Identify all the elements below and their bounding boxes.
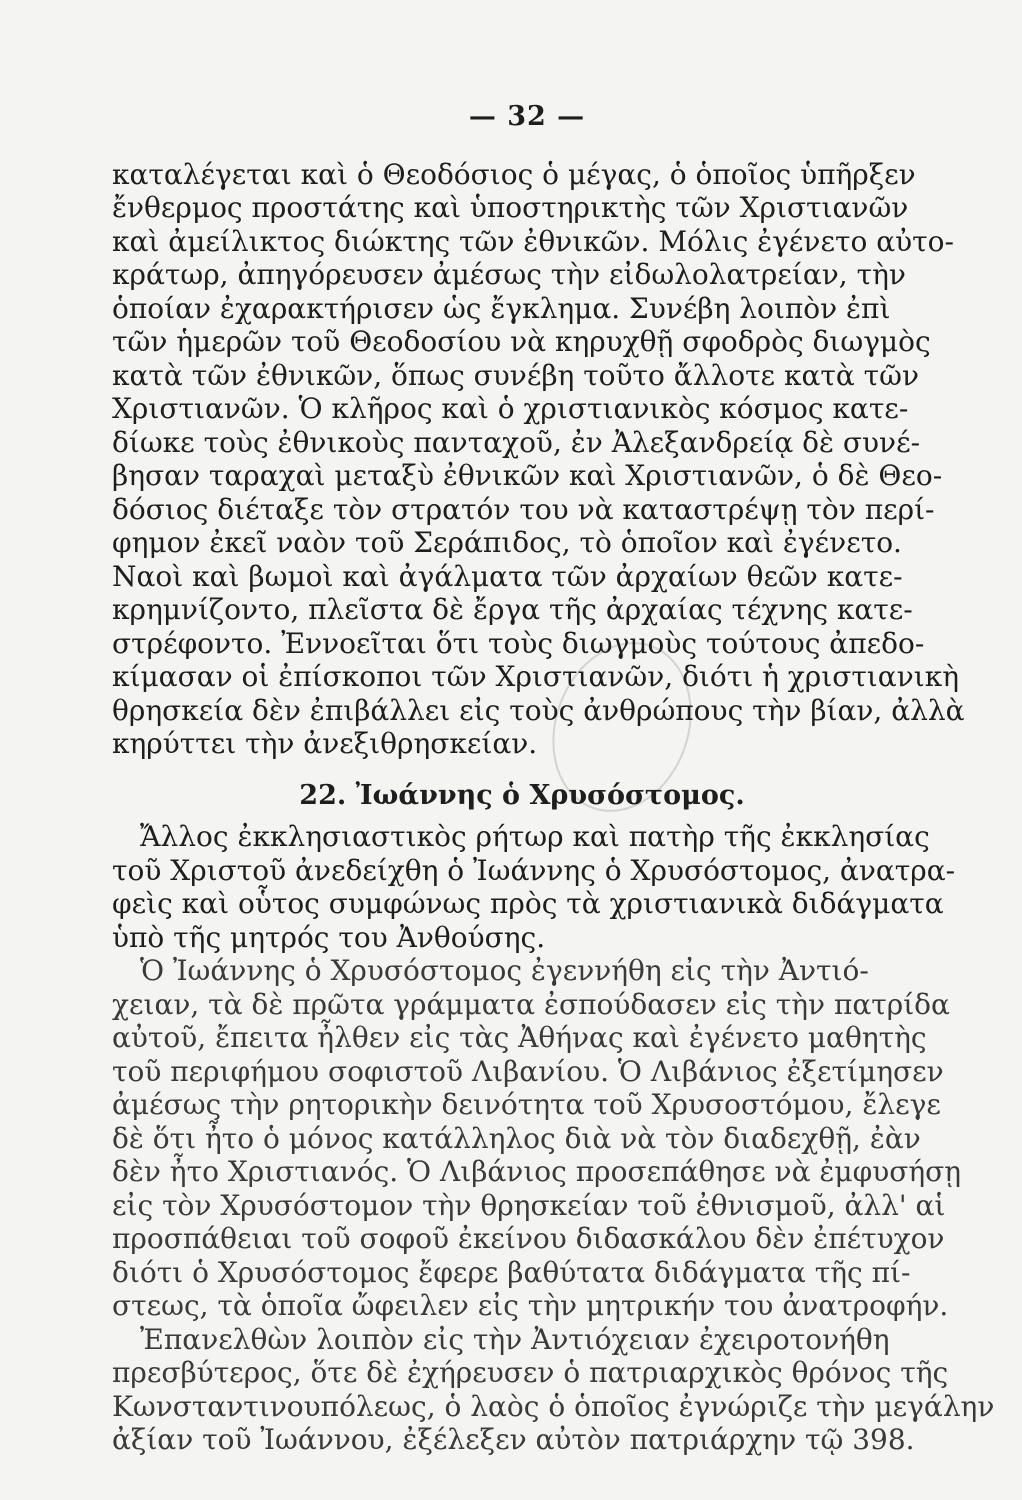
text-line: δίωκε τοὺς ἐθνικοὺς πανταχοῦ, ἐν Ἀλεξανδρείᾳ δὲ συνέ-: [112, 425, 921, 459]
text-line: Κωνσταντινουπόλεως, ὁ λαὸς ὁ ὁποῖος ἐγνώριζε τὴν μεγάλην: [112, 1389, 995, 1423]
text-line: ὁποίαν ἐχαρακτήρισεν ὡς ἔγκλημα. Συνέβη λοιπὸν ἐπὶ: [112, 291, 891, 325]
paragraph-chrysostom-patriarch: [112, 1322, 995, 1457]
text-line: κηρύττει τὴν ἀνεξιθρησκείαν.: [112, 727, 538, 760]
text-line: δὲ ὅτι ἦτο ὁ μόνος κατάλληλος διὰ νὰ τὸν διαδεχθῇ, ἐὰν: [112, 1121, 921, 1155]
text-line: ἀμέσως τὴν ρητορικὴν δεινότητα τοῦ Χρυσοστόμου, ἔλεγε: [112, 1088, 941, 1121]
text-line: δόσιος διέταξε τὸν στρατόν του νὰ καταστρέψῃ τὸν περί-: [112, 492, 935, 526]
text-line: φεὶς καὶ οὗτος συμφώνως πρὸς τὰ χριστιανικὰ διδάγματα: [112, 887, 944, 920]
text-line: διότι ὁ Χρυσόστομος ἔφερε βαθύτατα διδάγματα τῆς πί-: [112, 1255, 911, 1289]
text-line: ἀξίαν τοῦ Ἰωάννου, ἐξέλεξεν αὐτὸν πατριάρχην τῷ 398.: [112, 1423, 915, 1456]
text-line: ἔνθερμος προστάτης καὶ ὑποστηρικτὴς τῶν Χριστιανῶν: [112, 191, 909, 224]
text-line: Ὁ Ἰωάννης ὁ Χρυσόστομος ἐγεννήθη εἰς τὴν Ἀντιό-: [140, 954, 869, 987]
text-line: τοῦ Χριστοῦ ἀνεδείχθη ὁ Ἰωάννης ὁ Χρυσόστομος, ἀνατρα-: [112, 853, 956, 887]
text-line: Ἐπανελθὼν λοιπὸν εἰς τὴν Ἀντιόχειαν ἐχειροτονήθη: [140, 1322, 890, 1356]
text-line: προσπάθειαι τοῦ σοφοῦ ἐκείνου διδασκάλου δὲν ἐπέτυχον: [112, 1222, 945, 1255]
text-line: στρέφοντο. Ἐννοεῖται ὅτι τοὺς διωγμοὺς τούτους ἀπεδο-: [112, 626, 925, 660]
page-number: — 32 —: [468, 101, 586, 132]
paragraph-theodosius: [112, 157, 965, 761]
text-line: τῶν ἡμερῶν τοῦ Θεοδοσίου νὰ κηρυχθῇ σφοδρὸς διωγμὸς: [112, 325, 931, 358]
paragraph-chrysostom-education: [112, 954, 962, 1323]
page-text: [112, 100, 995, 1457]
text-line: εἰς τὸν Χρυσόστομον τὴν θρησκείαν τοῦ ἐθνισμοῦ, ἀλλ' αἱ: [112, 1188, 946, 1222]
text-line: τοῦ περιφήμου σοφιστοῦ Λιβανίου. Ὁ Λιβάνιος ἐξετίμησεν: [112, 1054, 944, 1088]
text-line: βησαν ταραχαὶ μεταξὺ ἐθνικῶν καὶ Χριστιανῶν, ὁ δὲ Θεο-: [112, 459, 943, 492]
text-line: Ναοὶ καὶ βωμοὶ καὶ ἀγάλματα τῶν ἀρχαίων θεῶν κατε-: [112, 559, 903, 593]
section-heading: 22. Ἰωάννης ὁ Χρυσόστομος.: [299, 779, 745, 811]
text-line: αὐτοῦ, ἔπειτα ἦλθεν εἰς τὰς Ἀθήνας καὶ ἐγένετο μαθητὴς: [112, 1021, 927, 1054]
text-line: στεως, τὰ ὁποῖα ὤφειλεν εἰς τὴν μητρικήν του ἀνατροφήν.: [112, 1289, 949, 1322]
text-line: χειαν, τὰ δὲ πρῶτα γράμματα ἐσπούδασεν εἰς τὴν πατρίδα: [112, 987, 950, 1021]
text-line: Ἄλλος ἐκκλησιαστικὸς ρήτωρ καὶ πατὴρ τῆς ἐκκλησίας: [140, 820, 930, 853]
text-line: Χριστιανῶν. Ὁ κλῆρος καὶ ὁ χριστιανικὸς κόσμος κατε-: [112, 392, 909, 425]
text-line: κράτωρ, ἀπηγόρευσεν ἀμέσως τὴν εἰδωλολατρείαν, τὴν: [112, 258, 906, 291]
text-line: φημον ἐκεῖ ναὸν τοῦ Σεράπιδος, τὸ ὁποῖον καὶ ἐγένετο.: [112, 526, 902, 559]
paragraph-chrysostom-intro: [112, 820, 956, 954]
text-line: πρεσβύτερος, ὅτε δὲ ἐχήρευσεν ὁ πατριαρχικὸς θρόνος τῆς: [112, 1356, 949, 1389]
text-line: καταλέγεται καὶ ὁ Θεοδόσιος ὁ μέγας, ὁ ὁποῖος ὑπῆρξεν: [112, 157, 916, 191]
text-line: κρημνίζοντο, πλεῖστα δὲ ἔργα τῆς ἀρχαίας τέχνης κατε-: [112, 593, 913, 626]
text-line: κατὰ τῶν ἐθνικῶν, ὅπως συνέβη τοῦτο ἄλλοτε κατὰ τῶν: [112, 358, 920, 392]
text-line: δὲν ἦτο Χριστιανός. Ὁ Λιβάνιος προσεπάθησε νὰ ἐμφυσήσῃ: [112, 1155, 962, 1188]
text-line: ὑπὸ τῆς μητρός του Ἀνθούσης.: [112, 920, 546, 954]
text-line: καὶ ἀμείλικτος διώκτης τῶν ἐθνικῶν. Μόλις ἐγένετο αὐτο-: [112, 224, 954, 258]
text-line: κίμασαν οἱ ἐπίσκοποι τῶν Χριστιανῶν, διότι ἡ χριστιανικὴ: [112, 660, 959, 693]
text-line: θρησκεία δὲν ἐπιβάλλει εἰς τοὺς ἀνθρώπους τὴν βίαν, ἀλλὰ: [112, 693, 965, 727]
